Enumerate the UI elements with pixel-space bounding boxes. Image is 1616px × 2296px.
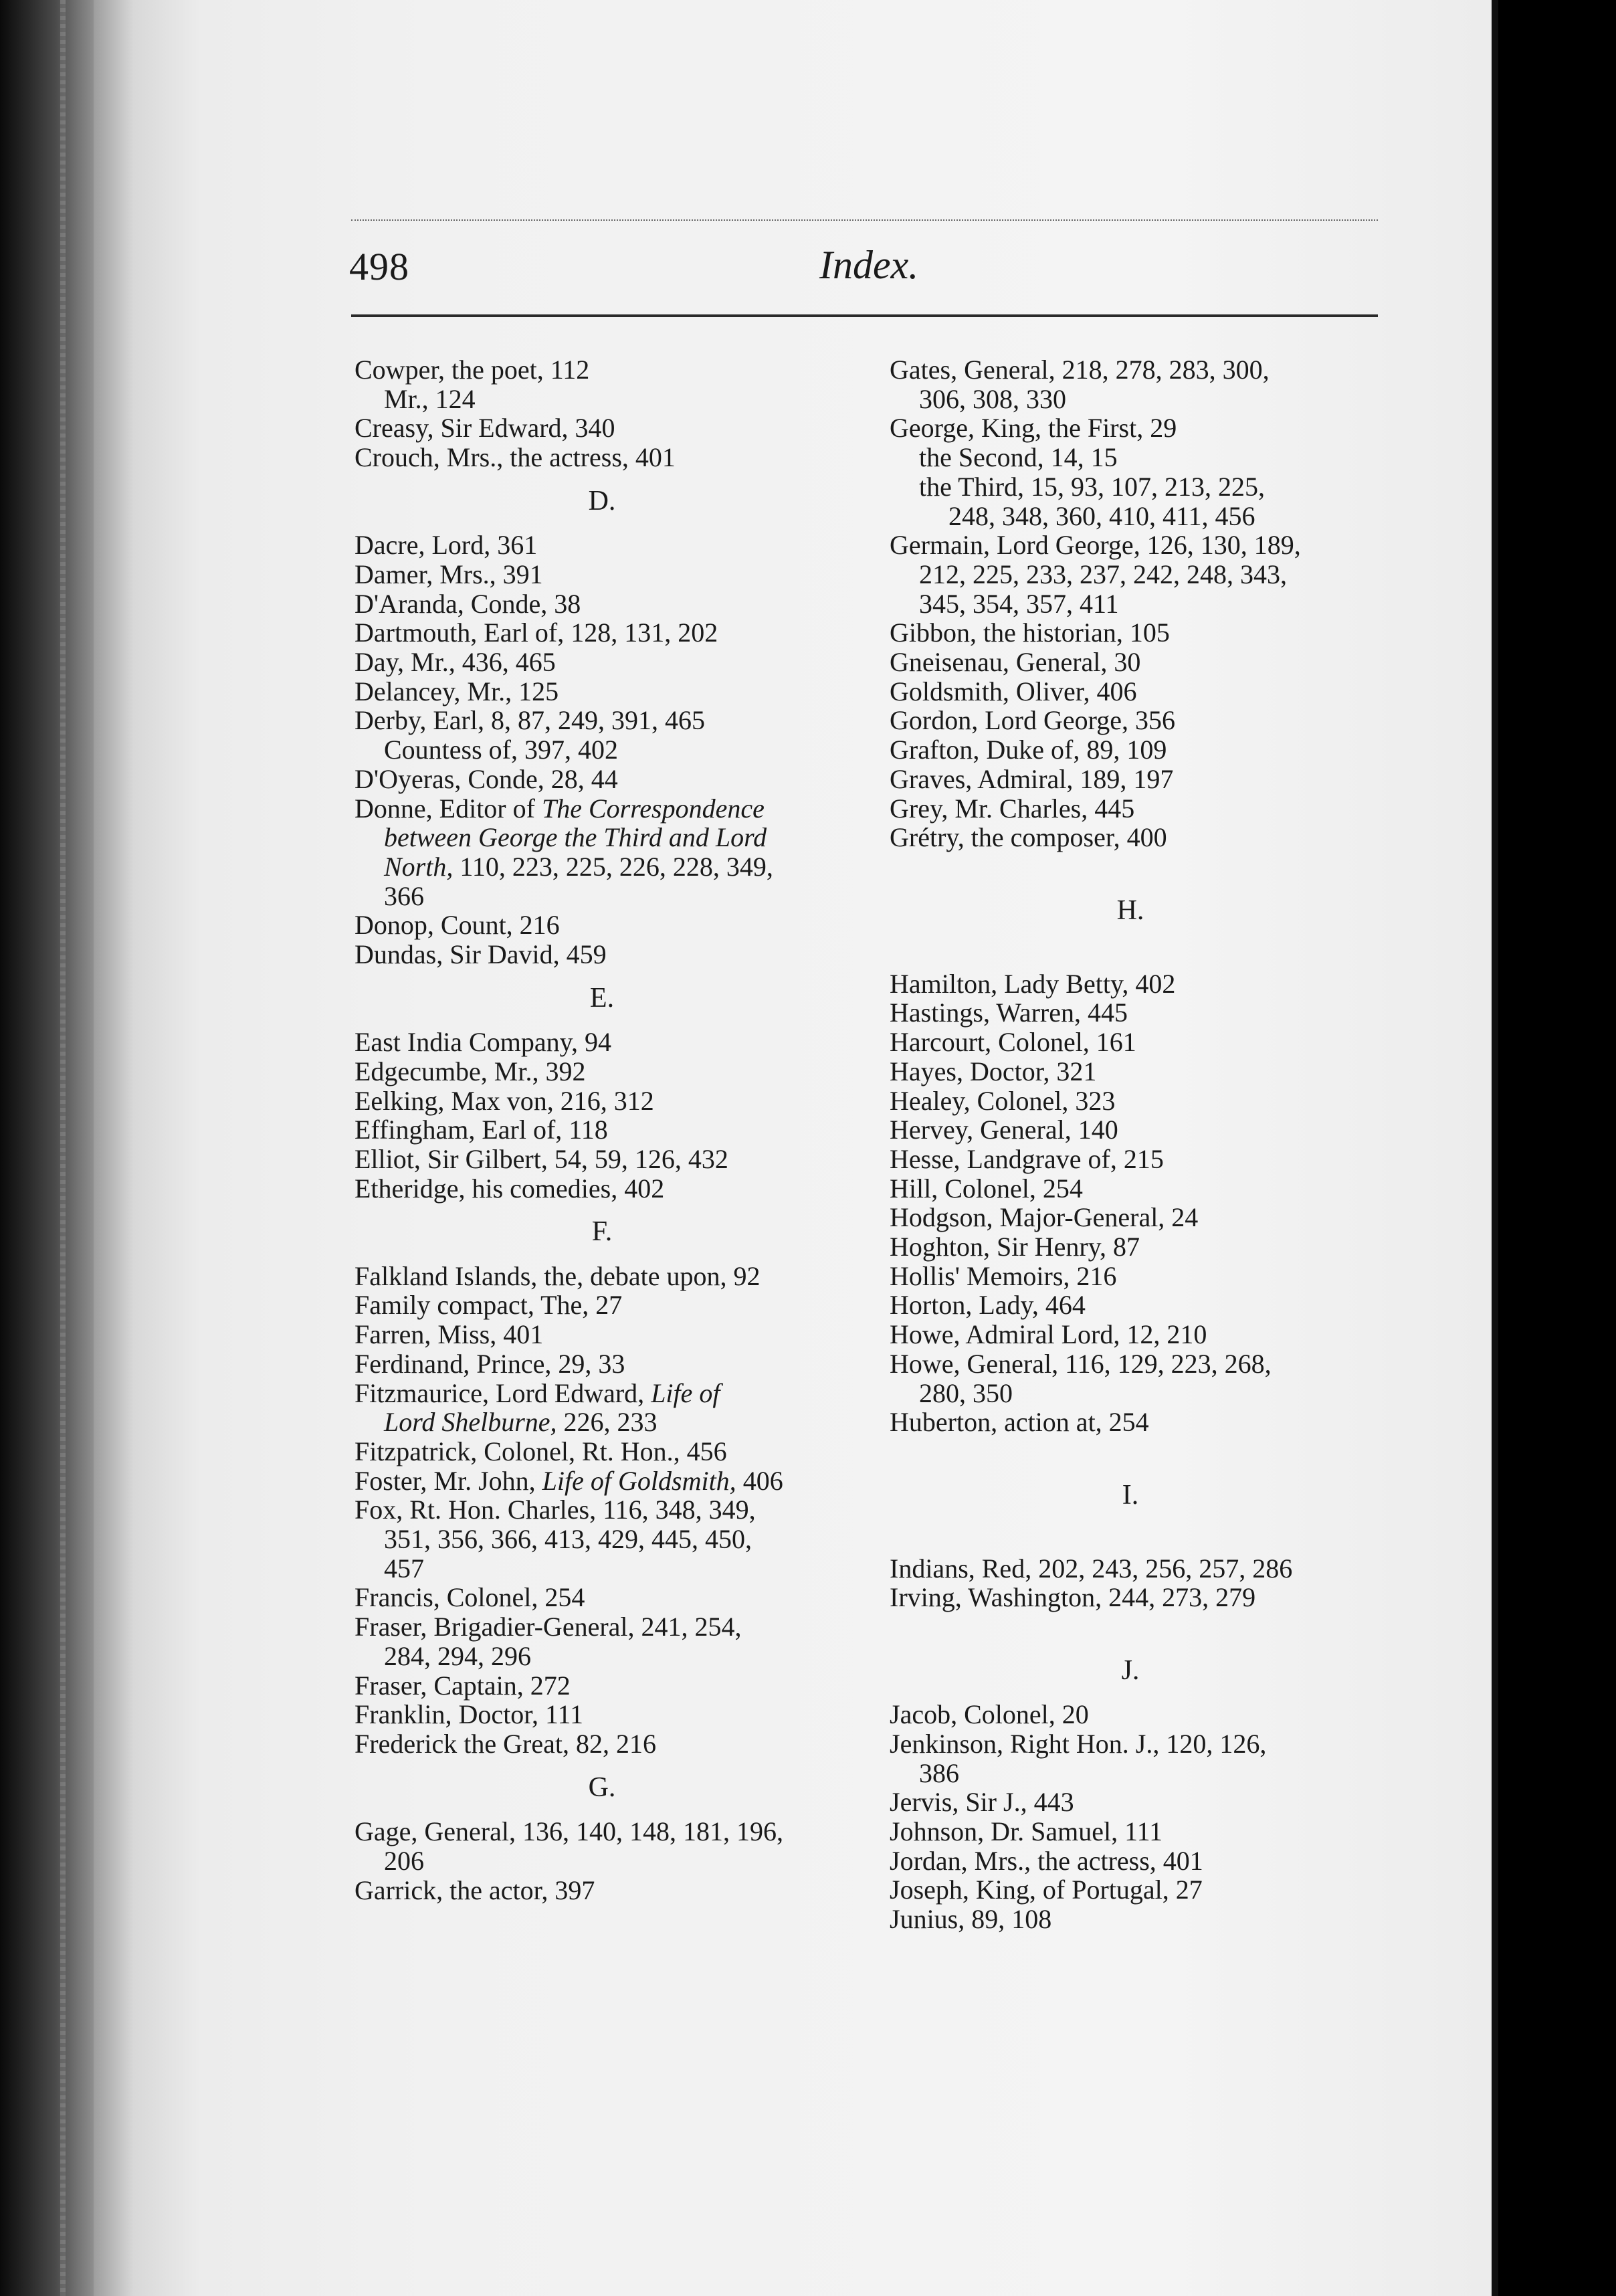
index-entry: Dartmouth, Earl of, 128, 131, 202	[355, 617, 718, 648]
index-entry: Cowper, the poet, 112	[355, 355, 590, 385]
book-title: North,	[384, 851, 453, 882]
index-entry: Falkland Islands, the, debate upon, 92	[355, 1260, 761, 1291]
section-letter-f: F.	[591, 1216, 613, 1248]
book-binding	[0, 0, 100, 2296]
index-entry: Gordon, Lord George, 356	[890, 705, 1175, 736]
entry-text: Foster, Mr. John,	[355, 1465, 542, 1496]
spacer	[890, 1437, 1398, 1466]
entry-continuation: 351, 356, 366, 413, 429, 445, 450,	[384, 1524, 752, 1555]
entry-pages: 226, 233	[557, 1407, 658, 1438]
index-entry: Hervey, General, 140	[890, 1115, 1118, 1145]
index-entry: Farren, Miss, 401	[355, 1319, 544, 1350]
index-entry: George, King, the First, 29	[890, 413, 1177, 444]
index-entry: Horton, Lady, 464	[890, 1290, 1086, 1321]
entry-continuation	[355, 852, 903, 882]
index-entry: Francis, Colonel, 254	[355, 1582, 585, 1613]
book-title: between George the Third and Lord	[384, 822, 767, 853]
book-title: Life of Goldsmith,	[542, 1465, 736, 1496]
spacer	[890, 852, 1398, 882]
index-entry: Fraser, Brigadier-General, 241, 254,	[355, 1612, 742, 1642]
section-letter-d: D.	[588, 485, 616, 516]
index-entry: Hodgson, Major-General, 24	[890, 1202, 1199, 1233]
index-entry: Hastings, Warren, 445	[890, 997, 1128, 1028]
entry-continuation	[355, 823, 903, 852]
index-entry: Ferdinand, Prince, 29, 33	[355, 1348, 625, 1379]
index-entry: Franklin, Doctor, 111	[355, 1699, 584, 1730]
index-subentry: the Second, 14, 15	[919, 442, 1118, 473]
index-entry: D'Oyeras, Conde, 28, 44	[355, 763, 618, 794]
index-entry: Eelking, Max von, 216, 312	[355, 1085, 654, 1116]
index-entry-fitzmaurice	[355, 1379, 903, 1408]
entry-text: Donne, Editor of	[355, 793, 542, 824]
index-entry-foster	[355, 1466, 903, 1496]
index-column-left	[355, 355, 903, 1905]
index-entry: Crouch, Mrs., the actress, 401	[355, 442, 676, 473]
running-title: Index.	[819, 243, 919, 287]
page-edge-shadow	[1492, 0, 1616, 2296]
book-title: Life of	[651, 1377, 720, 1408]
index-entry: Day, Mr., 436, 465	[355, 647, 556, 678]
index-entry: Germain, Lord George, 126, 130, 189,	[890, 530, 1301, 561]
section-letter-e: E.	[589, 982, 615, 1014]
index-entry: Derby, Earl, 8, 87, 249, 391, 465	[355, 705, 705, 736]
index-entry: Etheridge, his comedies, 402	[355, 1173, 665, 1204]
index-entry: Hollis' Memoirs, 216	[890, 1260, 1117, 1291]
section-letter-g: G.	[588, 1772, 616, 1803]
entry-continuation: 366	[384, 880, 424, 911]
header-rule	[351, 314, 1378, 317]
index-entry: Junius, 89, 108	[890, 1904, 1052, 1935]
entry-continuation: 306, 308, 330	[919, 383, 1066, 414]
entry-continuation: 212, 225, 233, 237, 242, 248, 343,	[919, 559, 1287, 589]
top-rule	[351, 219, 1378, 221]
index-entry: Creasy, Sir Edward, 340	[355, 413, 615, 444]
entry-text: Fitzmaurice, Lord Edward,	[355, 1377, 651, 1408]
entry-continuation: 457	[384, 1553, 424, 1584]
index-entry: Gneisenau, General, 30	[890, 647, 1141, 678]
entry-pages: 110, 223, 225, 226, 228, 349,	[453, 851, 773, 882]
index-entry: Delancey, Mr., 125	[355, 676, 559, 706]
index-entry: Harcourt, Colonel, 161	[890, 1027, 1136, 1058]
book-title: Lord Shelburne,	[384, 1407, 557, 1438]
index-entry: Irving, Washington, 244, 273, 279	[890, 1582, 1256, 1613]
index-entry: Grétry, the composer, 400	[890, 822, 1167, 853]
index-entry: Donop, Count, 216	[355, 910, 560, 941]
index-entry: Hesse, Landgrave of, 215	[890, 1143, 1164, 1174]
index-subentry: Countess of, 397, 402	[384, 735, 618, 765]
entry-pages: 406	[736, 1465, 783, 1496]
index-entry: Indians, Red, 202, 243, 256, 257, 286	[890, 1553, 1293, 1584]
index-entry: Graves, Admiral, 189, 197	[890, 763, 1174, 794]
index-entry: Hayes, Doctor, 321	[890, 1056, 1097, 1086]
index-entry: Dundas, Sir David, 459	[355, 939, 607, 970]
index-entry: Huberton, action at, 254	[890, 1407, 1149, 1438]
index-entry: Effingham, Earl of, 118	[355, 1115, 608, 1145]
index-entry: Goldsmith, Oliver, 406	[890, 676, 1137, 706]
book-title: The Correspondence	[541, 793, 765, 824]
index-entry: Dacre, Lord, 361	[355, 530, 538, 561]
index-entry: Jervis, Sir J., 443	[890, 1787, 1074, 1818]
spacer	[890, 940, 1398, 969]
index-entry: Hill, Colonel, 254	[890, 1173, 1083, 1204]
index-entry: Howe, Admiral Lord, 12, 210	[890, 1319, 1207, 1350]
index-entry: Johnson, Dr. Samuel, 111	[890, 1816, 1163, 1847]
index-entry: Joseph, King, of Portugal, 27	[890, 1875, 1203, 1905]
index-entry: Fitzpatrick, Colonel, Rt. Hon., 456	[355, 1436, 727, 1466]
index-entry: Fraser, Captain, 272	[355, 1670, 571, 1701]
index-entry: Howe, General, 116, 129, 223, 268,	[890, 1348, 1272, 1379]
entry-continuation: 248, 348, 360, 410, 411, 456	[948, 500, 1255, 531]
index-entry: Elliot, Sir Gilbert, 54, 59, 126, 432	[355, 1143, 728, 1174]
section-letter-j: J.	[1121, 1654, 1140, 1686]
index-entry: Edgecumbe, Mr., 392	[355, 1056, 586, 1086]
entry-continuation: 206	[384, 1845, 424, 1876]
index-entry: Grafton, Duke of, 89, 109	[890, 735, 1167, 765]
index-entry: Family compact, The, 27	[355, 1290, 623, 1321]
entry-continuation: 280, 350	[919, 1377, 1013, 1408]
spacer	[890, 1525, 1398, 1554]
index-entry: Gibbon, the historian, 105	[890, 617, 1170, 648]
entry-continuation: 386	[919, 1757, 959, 1788]
section-letter-h: H.	[1116, 894, 1144, 926]
index-subentry: Mr., 124	[384, 383, 476, 414]
index-entry: Hamilton, Lady Betty, 402	[890, 968, 1176, 999]
entry-continuation	[355, 1408, 903, 1437]
entry-continuation: 345, 354, 357, 411	[919, 588, 1119, 619]
index-entry: Gates, General, 218, 278, 283, 300,	[890, 355, 1270, 385]
section-letter-i: I.	[1122, 1479, 1139, 1511]
index-entry: Jacob, Colonel, 20	[890, 1699, 1089, 1730]
index-entry: East India Company, 94	[355, 1027, 612, 1058]
index-entry: Jordan, Mrs., the actress, 401	[890, 1845, 1203, 1876]
index-column-right	[890, 355, 1398, 1934]
index-entry: Fox, Rt. Hon. Charles, 116, 348, 349,	[355, 1495, 756, 1525]
index-entry-donne	[355, 794, 903, 824]
index-entry: D'Aranda, Conde, 38	[355, 588, 581, 619]
spacer	[890, 1612, 1398, 1642]
entry-continuation: 284, 294, 296	[384, 1640, 531, 1671]
page-number: 498	[349, 245, 409, 288]
index-entry: Garrick, the actor, 397	[355, 1875, 595, 1905]
index-entry: Healey, Colonel, 323	[890, 1085, 1116, 1116]
index-entry: Hoghton, Sir Henry, 87	[890, 1232, 1140, 1262]
index-entry: Damer, Mrs., 391	[355, 559, 543, 589]
index-entry: Grey, Mr. Charles, 445	[890, 793, 1135, 824]
index-subentry: the Third, 15, 93, 107, 213, 225,	[919, 471, 1266, 502]
index-entry: Frederick the Great, 82, 216	[355, 1729, 656, 1759]
index-entry: Gage, General, 136, 140, 148, 181, 196,	[355, 1816, 783, 1847]
index-entry: Jenkinson, Right Hon. J., 120, 126,	[890, 1728, 1267, 1759]
